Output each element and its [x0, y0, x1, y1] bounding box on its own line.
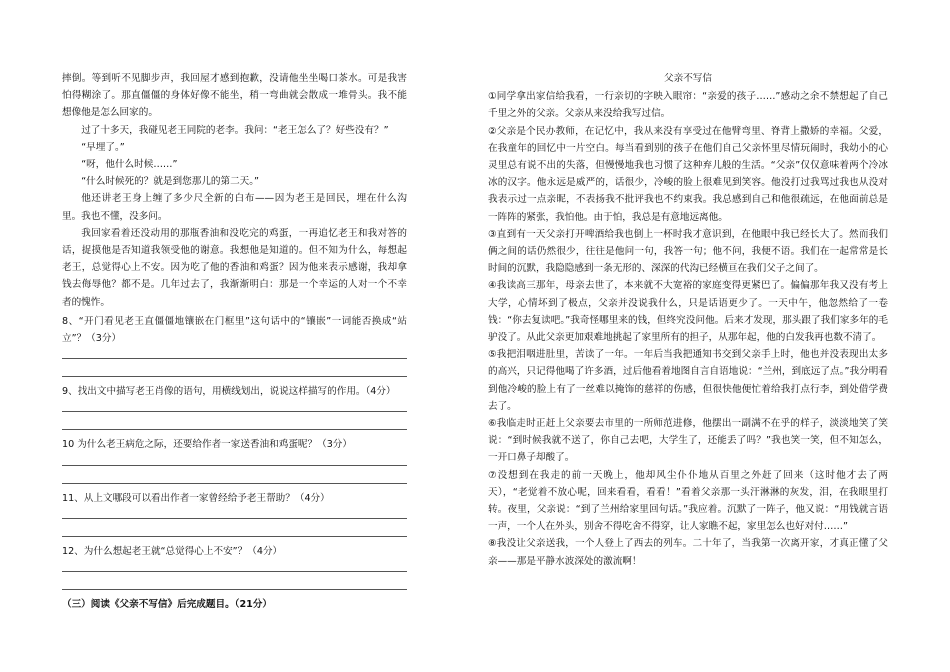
section-heading: （三）阅读《父亲不写信》后完成题目。（21分） [62, 599, 273, 611]
passage-paragraph: “早埋了。” [81, 141, 125, 153]
article-paragraph: ②父亲是个民办教师，在记忆中，我从来没有享受过在他臂弯里、脊背上撒娇的幸福。父爱，在我童年的回忆中一片空白。每当看到别的孩子在他们自己父亲怀里尽情玩闹时，我幼小的心灵里总有说不出的失落，但慢慢地我也习惯了这种弃儿般的生活。“父亲”仅仅意味着两个冷冰冰的汉字。他永远是威严的，话很少，冷峻的脸上很难见到笑容。他没打过我骂过我也从没对我表示过一点亲昵，不表扬我不批评我也不约束我。我总感到自己和他很疏远，在他面前总是一阵阵的紧张，我怕他。由于怕，我总是有意地远离他。 [488, 125, 888, 223]
passage-paragraph: “什么时候死的？就是到您那儿的第二天。” [81, 176, 260, 188]
answer-line[interactable] [62, 525, 407, 537]
right-column [488, 70, 888, 570]
article-paragraph: ①同学拿出家信给我看，一行亲切的字映入眼帘：“亲爱的孩子……”感动之余不禁想起了自己千里之外的父亲。父亲从来没给我写过信。 [488, 91, 888, 120]
passage-paragraph: 过了十多天，我碰见老王同院的老李。我问：“老王怎么了？好些没有？” [81, 124, 389, 136]
answer-line[interactable] [62, 418, 407, 430]
answer-line[interactable] [62, 347, 407, 359]
answer-line[interactable] [62, 560, 407, 572]
passage-paragraph: “呀，他什么时候……” [81, 159, 178, 171]
passage-paragraph: 摔倒。等到听不见脚步声，我回屋才感到抱歉，没请他坐坐喝口茶水。可是我害怕得糊涂了。那直僵僵的身体好像不能坐，稍一弯曲就会散成一堆骨头。我不能想像他是怎么回家的。 [62, 73, 407, 119]
article-paragraph: ③直到有一天父亲打开啤酒给我也倒上一杯时我才意识到，在他眼中我已经长大了。然而我们俩之间的话仍然很少，往往是他问一句，我答一句；他不问，我便不语。我们在一起常常是长时间的沉默，我隐隐感到一条无形的、深深的代沟已经横亘在我们父子之间了。 [488, 228, 888, 275]
left-column [62, 70, 407, 613]
article-title: 父亲不写信 [664, 73, 712, 84]
question-9: 9、找出文中描写老王肖像的语句，用横线划出，说说这样描写的作用。（4分） [62, 386, 396, 398]
answer-line[interactable] [62, 400, 407, 412]
answer-line[interactable] [62, 507, 407, 519]
question-8: 8、“开门看见老王直僵僵地镶嵌在门框里”这句话中的“镶嵌”一词能否换成“站立”？（3分） [62, 315, 407, 345]
passage-paragraph: 他还讲老王身上缠了多少尺全新的白布——因为老王是回民，埋在什么沟里。我也不懂，没多问。 [62, 193, 407, 222]
passage-paragraph: 我回家看着还没动用的那瓶香油和没吃完的鸡蛋，一再追忆老王和我对答的话，捉摸他是否知道我领受他的谢意。我想他是知道的。但不知为什么，每想起老王，总觉得心上不安。因为吃了他的香油和鸡蛋？因为他来表示感谢，我却拿钱去侮辱他？都不是。几年过去了，我渐渐明白：那是一个幸运的人对一个不幸者的愧怍。 [62, 227, 407, 308]
article-paragraph: ⑧我没让父亲送我，一个人登上了西去的列车。二十年了，当我第一次离开家，才真正懂了父亲——那是平静水波深处的激流啊！ [488, 538, 888, 567]
answer-line[interactable] [62, 454, 407, 466]
article-paragraph: ④我读高三那年，母亲去世了，本来就不大宽裕的家庭变得更紧巴了。偏偏那年我又没有考上大学，心情坏到了极点，父亲并没说我什么，只是话语更少了。一天中午，他忽然给了一卷钱：“你去复读吧。”我奇怪哪里来的钱，但终究没问他。后来才发现，那头跟了我们家多年的毛驴没了。从此父亲更加艰难地挑起了家里所有的担子，从那年起，他的白发我再也数不清了。 [488, 280, 888, 344]
article-paragraph: ⑤我把泪咽进肚里，苦读了一年。一年后当我把通知书交到父亲手上时，他也并没表现出太多的高兴，只记得他喝了许多酒，过后他看着地图自言自语地说：“兰州，到底远了点。”我分明看到他冷峻的脸上有了一丝难以掩饰的慈祥的伤感，但很快他便忙着给我打点行李，到处借学费去了。 [488, 349, 888, 412]
article-paragraph: ⑦没想到在我走的前一天晚上，他却风尘仆仆地从百里之外赶了回来（这时他才去了两天），“老觉着不放心呢，回来看看，看看！”看着父亲那一头汗淋淋的灰发，泪，在我眼里打转。夜里，父亲说：“到了兰州给家里回句话。”我应着。沉默了一阵子，他又说：“用钱就言语一声，一个人在外头，别舍不得吃舍不得穿，让人家瞧不起，家里怎么也好对付……” [488, 469, 888, 533]
question-10: 10 为什么老王病危之际，还要给作者一家送香油和鸡蛋呢？（3分） [62, 439, 352, 451]
question-11: 11、从上文哪段可以看出作者一家曾经给予老王帮助？（4分） [62, 492, 330, 504]
question-12: 12、为什么想起老王就“总觉得心上不安”？（4分） [62, 545, 283, 557]
answer-line[interactable] [62, 578, 407, 590]
answer-line[interactable] [62, 365, 407, 377]
article-paragraph: ⑥我临走时正赶上父亲要去市里的一所师范进修，他摆出一副满不在乎的样子，淡淡地笑了笑说：“到时候我就不送了，你自己去吧，大学生了，还能丢了吗？”我也笑一笑，但不知怎么，一开口鼻子却酸了。 [488, 418, 888, 464]
answer-line[interactable] [62, 472, 407, 484]
